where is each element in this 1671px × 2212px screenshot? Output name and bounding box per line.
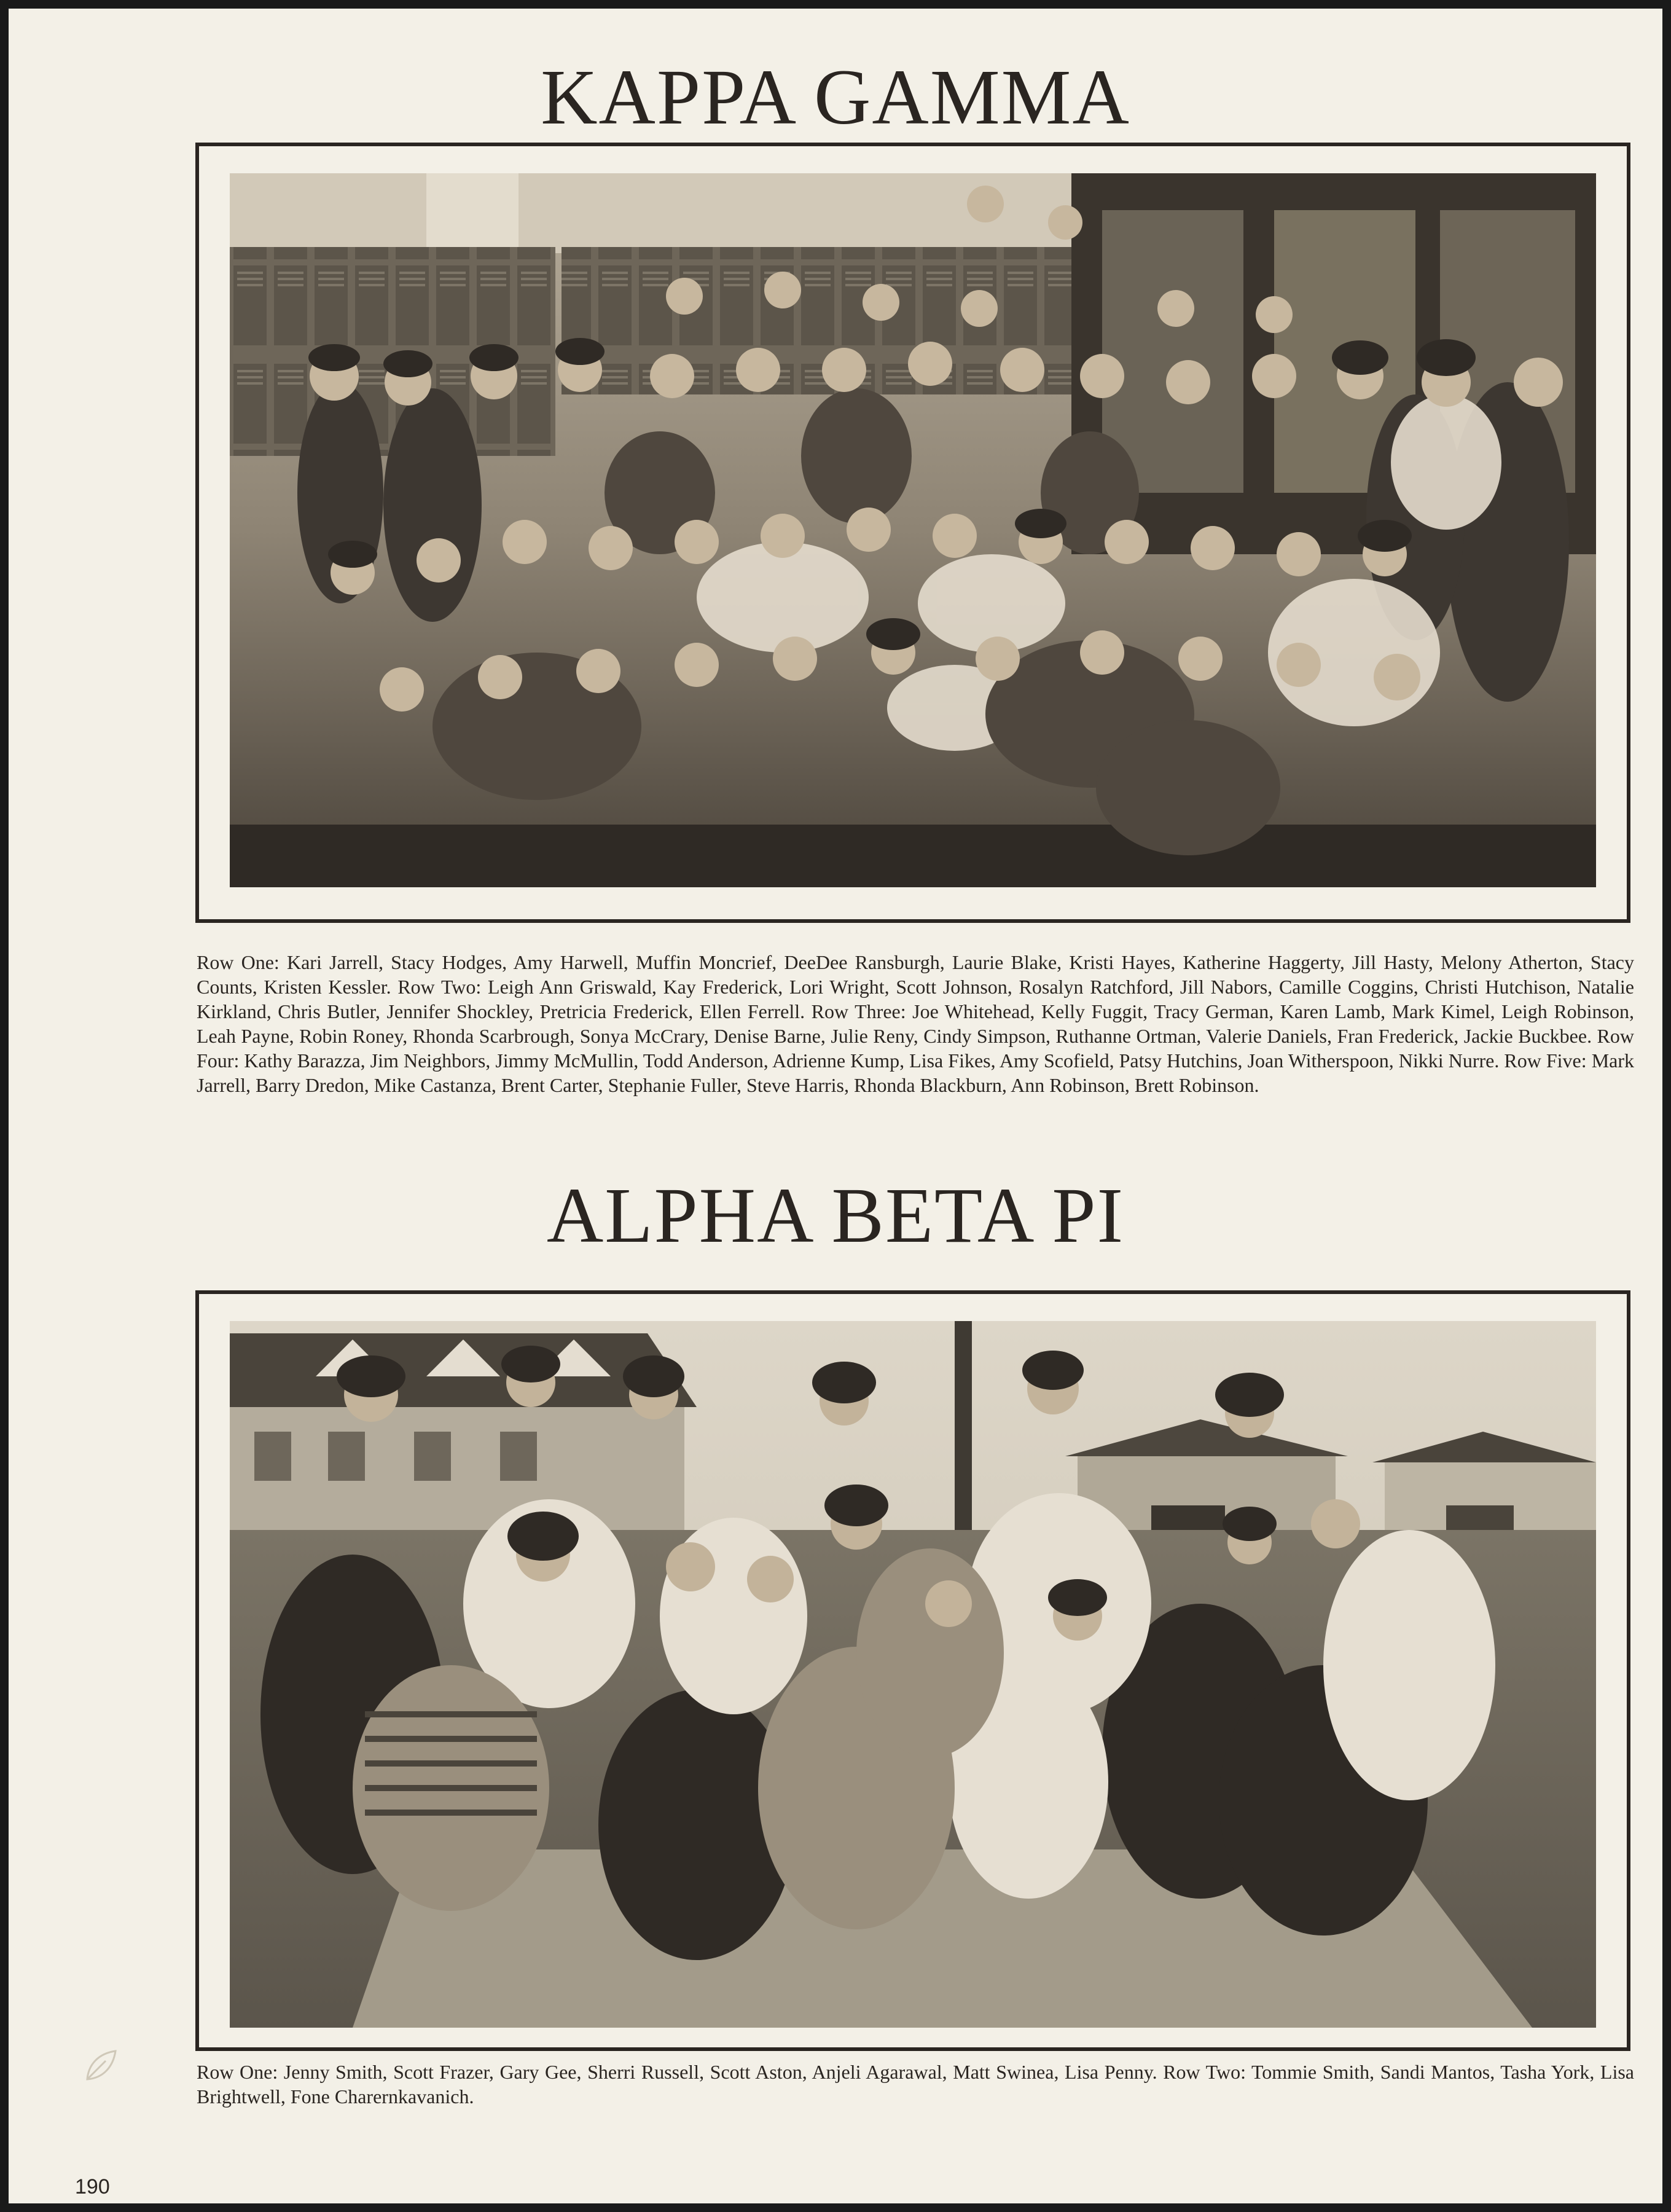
page-number: 190 — [75, 2175, 110, 2198]
section-title-kappa-gamma: KAPPA GAMMA — [541, 53, 1130, 141]
group-photo-alpha-beta-pi — [230, 1321, 1596, 2028]
group-photo-kappa-gamma-art — [230, 173, 1596, 887]
leaf-watermark-icon — [81, 2046, 120, 2085]
yearbook-page — [9, 9, 1662, 2203]
photo-frame-alpha-beta-pi — [195, 1290, 1630, 2051]
photo-frame-kappa-gamma — [195, 143, 1630, 923]
section-title-alpha-beta-pi: ALPHA BETA PI — [546, 1172, 1125, 1259]
caption-alpha-beta-pi: Row One: Jenny Smith, Scott Frazer, Gary Gee, Sherri Russell, Scott Aston, Anjeli Agarawal, Matt Swinea, Lisa Penny. Row Two: Tommie Smith, Sandi Mantos, Tasha York, Lisa Brightwell, Fone Charernkavanich. — [197, 2061, 1634, 2108]
caption-kappa-gamma: Row One: Kari Jarrell, Stacy Hodges, Amy Harwell, Muffin Moncrief, DeeDee Ransburgh, Laurie Blake, Kristi Hayes, Katherine Haggerty, Jill Hasty, Melony Atherton, Stacy Counts, Kristen Kessler. Row Two: Leigh Ann Griswald, Kay Frederick, Lori Wright, Scott Johnson, Rosalyn Ratchford, Jill Nabors, Camille Coggins, Christi Hutchison, Natalie Kirkland, Chris Butler, Jennifer Shockley, Pretricia Frederick, Ellen Ferrell. Row Three: Joe Whitehead, Kelly Fuggit, Tracy German, Karen Lamb, Mark Kimel, Leigh Robinson, Leah Payne, Robin Roney, Rhonda Scarbrough, Sonya McCrary, Denise Barne, Julie Reny, Cindy Simpson, Ruthanne Ortman, Valerie Daniels, Fran Frederick, Jackie Buckbee. Row Four: Kathy Barazza, Jim Neighbors, Jimmy McMullin, Todd Anderson, Adrienne Kump, Lisa Fikes, Amy Scofield, Patsy Hutchins, Joan Witherspoon, Nikki Nurre. Row Five: Mark Jarrell, Barry Dredon, Mike Castanza, Brent Carter, Stephanie Fuller, Steve Harris, Rhonda Blackburn, Ann Robinson, Brett Robinson. — [197, 951, 1634, 1096]
group-photo-kappa-gamma — [230, 173, 1596, 887]
group-photo-alpha-beta-pi-art — [230, 1321, 1596, 2028]
